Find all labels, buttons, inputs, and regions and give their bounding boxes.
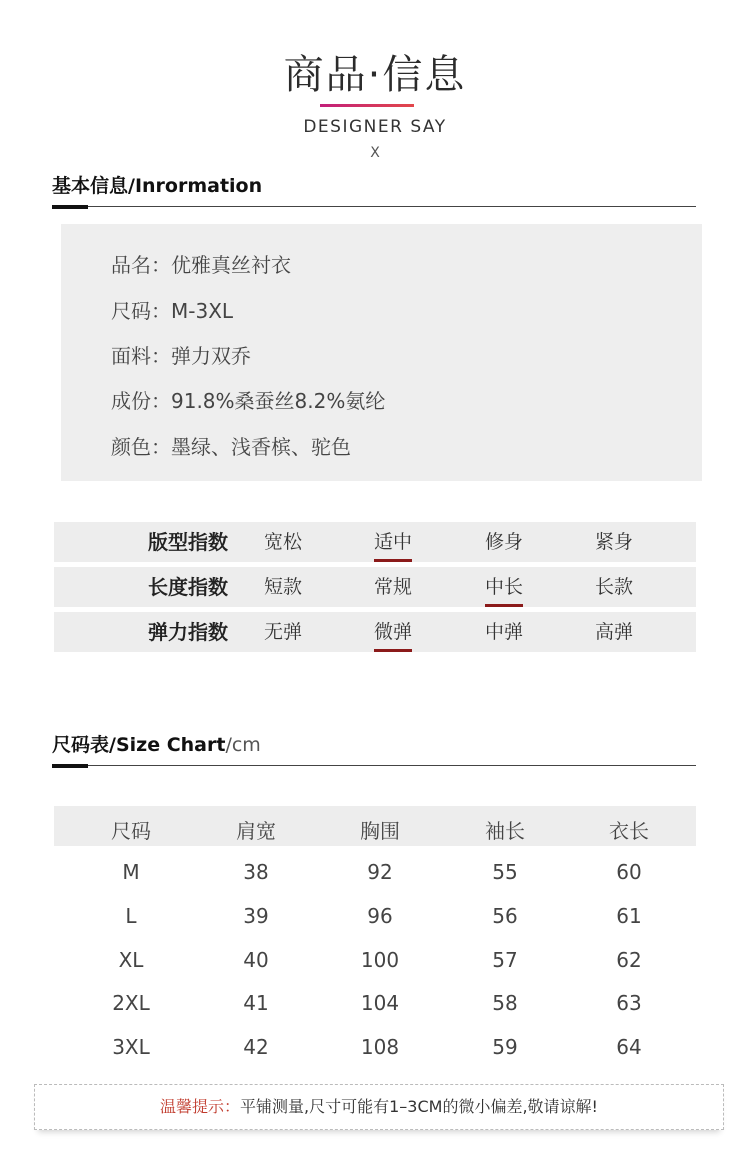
size-chart-cell: 56 [492, 904, 518, 928]
size-chart-cell: 57 [492, 948, 518, 972]
notice-banner [34, 1084, 724, 1130]
info-row [111, 249, 291, 278]
size-chart-cell: 60 [616, 860, 642, 884]
info-value: 弹力双乔 [171, 344, 251, 368]
size-chart-cell: 96 [367, 904, 393, 928]
size-chart-cell: 92 [367, 860, 393, 884]
size-chart-cell: 38 [243, 860, 269, 884]
info-row [111, 385, 385, 414]
subtitle-mark: X [370, 145, 380, 161]
size-chart-cell: 100 [360, 948, 400, 972]
index-option-selected: 适中 [374, 522, 412, 562]
title-accent-bar [320, 104, 414, 107]
index-row [54, 522, 696, 562]
index-option: 中弹 [485, 621, 524, 643]
size-chart-column-header: 衣长 [609, 819, 649, 843]
size-chart-cell: 108 [360, 1035, 400, 1059]
size-chart-heading [52, 730, 261, 757]
size-chart-cell: XL [118, 948, 144, 972]
index-option: 长款 [595, 576, 634, 598]
size-chart-title: 尺码表/Size Chart [52, 734, 226, 756]
size-chart-cell: 104 [360, 991, 400, 1015]
size-chart-cell: 61 [616, 904, 642, 928]
info-label: 品名： [111, 253, 171, 277]
index-row [54, 567, 696, 607]
index-option: 无弹 [264, 621, 303, 643]
size-chart-cell: 41 [243, 991, 269, 1015]
index-option: 修身 [485, 531, 524, 553]
info-row [111, 431, 351, 460]
info-label: 成份： [111, 389, 171, 413]
index-option: 紧身 [595, 531, 634, 553]
info-value: M-3XL [171, 299, 234, 323]
size-chart-cell: 42 [243, 1035, 269, 1059]
size-chart-unit: /cm [225, 734, 261, 756]
size-chart-cell: 39 [243, 904, 269, 928]
info-value: 91.8%桑蚕丝8.2%氨纶 [171, 389, 386, 413]
index-label: 版型指数 [148, 530, 228, 554]
index-option: 短款 [264, 576, 303, 598]
index-option-selected: 微弹 [374, 612, 412, 652]
notice-label: 温馨提示： [160, 1097, 241, 1116]
info-value: 优雅真丝衬衣 [171, 253, 291, 277]
index-option: 常规 [374, 576, 413, 598]
size-chart-column-header: 胸围 [360, 819, 400, 843]
info-value: 墨绿、浅香槟、驼色 [171, 435, 351, 459]
index-option: 宽松 [264, 531, 303, 553]
page-title: 商品·信息 [283, 52, 467, 98]
size-chart-cell: 3XL [112, 1035, 150, 1059]
size-chart-divider-accent [52, 764, 88, 768]
size-chart-cell: 40 [243, 948, 269, 972]
size-chart-cell: 62 [616, 948, 642, 972]
index-label: 弹力指数 [148, 620, 228, 644]
size-chart-column-header: 尺码 [111, 819, 151, 843]
size-chart-cell: 64 [616, 1035, 642, 1059]
index-row [54, 612, 696, 652]
index-label: 长度指数 [148, 575, 228, 599]
notice-text: 平铺测量,尺寸可能有1–3CM的微小偏差,敬请谅解! [240, 1097, 598, 1116]
info-label: 尺码： [111, 299, 171, 323]
size-chart-column-header: 肩宽 [236, 819, 276, 843]
basic-info-heading: 基本信息/Inrormation [52, 175, 263, 197]
index-option: 高弹 [595, 621, 634, 643]
info-row [111, 340, 251, 369]
page-subtitle: DESIGNER SAY [303, 117, 447, 137]
size-chart-cell: 59 [492, 1035, 518, 1059]
info-row [111, 295, 233, 324]
size-chart-divider [52, 765, 696, 766]
info-label: 面料： [111, 344, 171, 368]
size-chart-cell: 2XL [112, 991, 150, 1015]
size-chart-cell: 55 [492, 860, 518, 884]
basic-info-divider-accent [52, 205, 88, 209]
basic-info-divider [52, 206, 696, 207]
index-option-selected: 中长 [485, 567, 523, 607]
size-chart-cell: M [122, 860, 140, 884]
info-label: 颜色： [111, 435, 171, 459]
size-chart-cell: L [125, 904, 137, 928]
size-chart-column-header: 袖长 [485, 819, 525, 843]
size-chart-cell: 58 [492, 991, 518, 1015]
size-chart-cell: 63 [616, 991, 642, 1015]
